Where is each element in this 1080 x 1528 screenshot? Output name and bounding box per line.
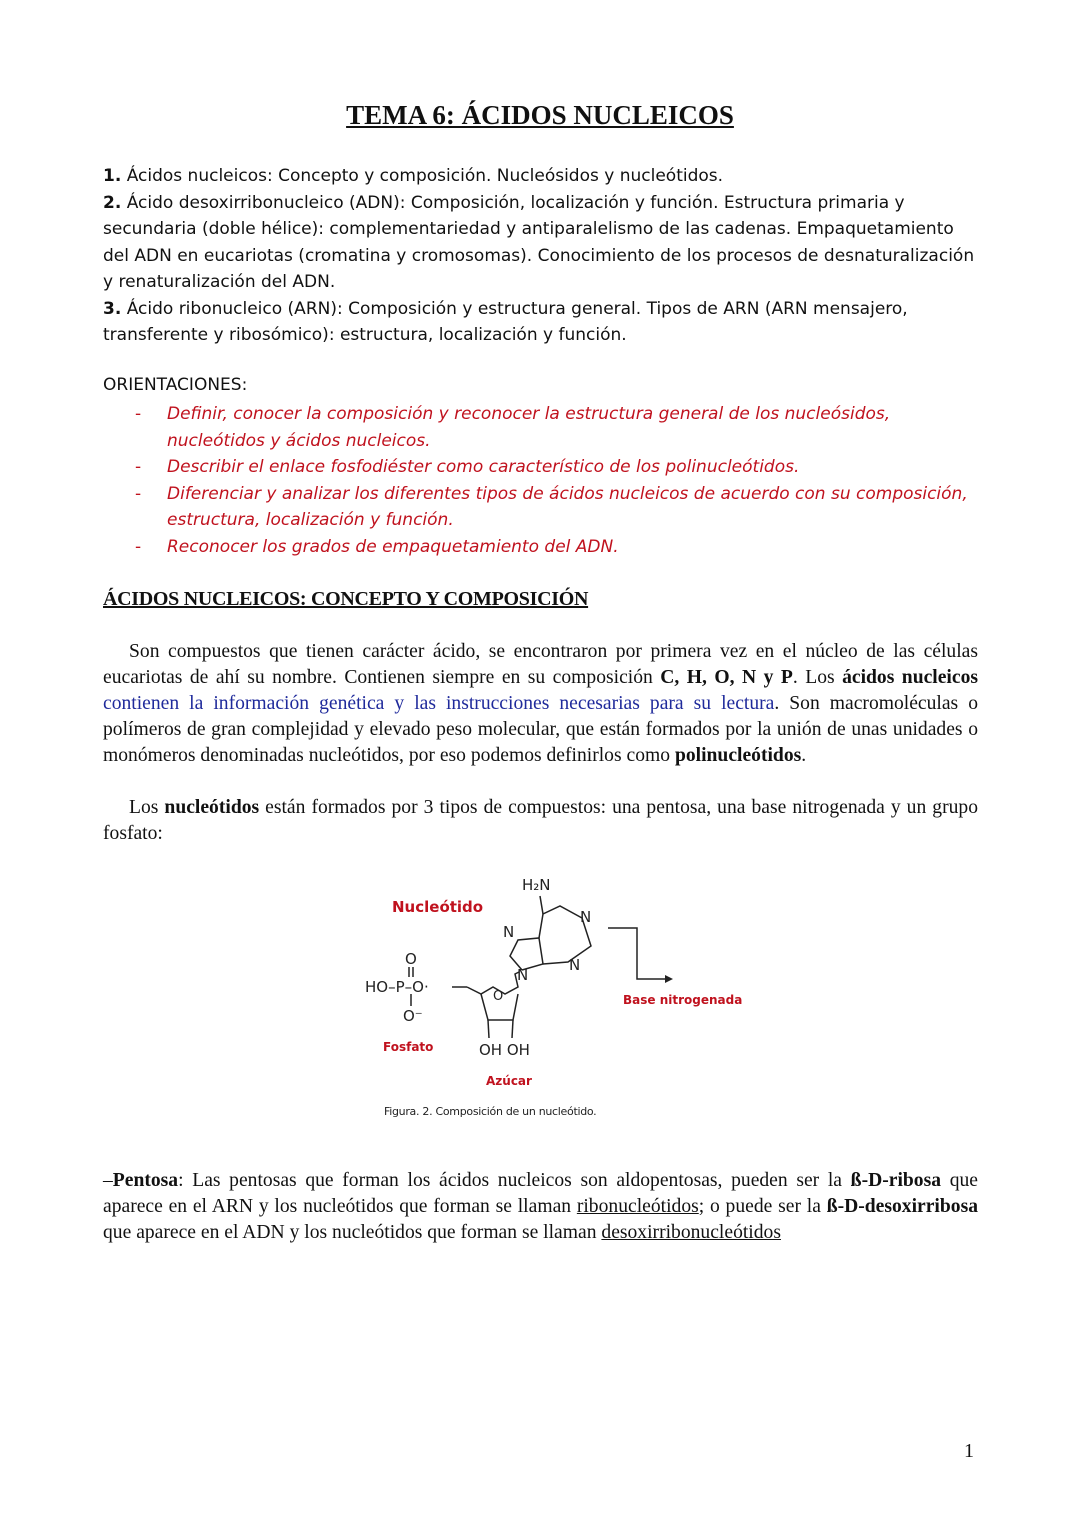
- pentosa-bold: Pentosa: [112, 1170, 179, 1191]
- syllabus-item-text: Ácidos nucleicos: Concepto y composición. Nucleósidos y nucleótidos.: [121, 166, 724, 186]
- syllabus-item-number: 2.: [103, 192, 122, 213]
- label-azucar: Azúcar: [486, 1074, 532, 1086]
- orientacion-item: [103, 481, 983, 534]
- text-run: Son compuestos que tienen carácter ácido, se encontraron por primera vez en el núcleo de las células eucariotas de ahí su nombre. Contienen siempre en su composición: [103, 641, 978, 688]
- atom-o-minus: O⁻: [403, 1007, 423, 1025]
- text-run: que aparece en el ADN y los nucleótidos que forman se llaman: [103, 1222, 602, 1243]
- text-run: que aparece en el ARN y los nucleótidos que forman se llaman: [103, 1170, 978, 1217]
- ribosa-bold: ß-D-ribosa: [850, 1170, 942, 1191]
- nucleotide-diagram: [355, 866, 755, 1086]
- orientacion-item: [103, 534, 983, 561]
- page-number: 1: [964, 1440, 974, 1462]
- polinucleotidos-bold: polinucleótidos: [674, 745, 802, 766]
- elements-bold: C, H, O, N y P: [660, 667, 793, 688]
- orientaciones-title: ORIENTACIONES:: [103, 375, 248, 395]
- atom-n-1: N: [580, 908, 592, 926]
- bond: [540, 896, 543, 914]
- atom-h2n: H₂N: [522, 876, 551, 894]
- syllabus-item-text: Ácido ribonucleico (ARN): Composición y estructura general. Tipos de ARN (ARN mensajero, transferente y ribosómico): estructura, localización y función.: [103, 298, 908, 345]
- dash-bullet: -: [135, 404, 142, 424]
- bond: [488, 1020, 489, 1038]
- syllabus-item-3: [103, 296, 983, 349]
- syllabus-item-number: 3.: [103, 298, 122, 319]
- arrow-head-icon: [665, 975, 673, 983]
- ribonucleotidos-underlined: ribonucleótidos: [576, 1196, 699, 1217]
- text-run: –: [103, 1170, 113, 1191]
- atom-n-3: N: [569, 956, 581, 974]
- orientacion-item: [103, 401, 983, 454]
- paragraph-concepto: [103, 639, 978, 769]
- text-run: . Son macromoléculas o polímeros de gran complejidad y elevado peso molecular, que están formados por la unión de unas unidades o monómeros denominadas nucleótidos, por eso podemos definirlos como: [103, 693, 978, 766]
- text-run: : Las pentosas que forman los ácidos nucleicos son aldopentosas, pueden ser la: [178, 1170, 851, 1191]
- syllabus-item-number: 1.: [103, 166, 122, 186]
- atom-o-ring: O: [493, 989, 504, 1004]
- acidos-nucleicos-bold: ácidos nucleicos: [842, 667, 978, 688]
- text-run: .: [801, 745, 807, 766]
- blue-highlight-text: contienen la información genética y las instrucciones necesarias para su lectura: [103, 693, 775, 714]
- orientacion-text: Describir el enlace fosfodiéster como característico de los polinucleótidos.: [167, 457, 800, 477]
- atom-n-4: N: [517, 966, 529, 984]
- dash-bullet: -: [135, 536, 142, 557]
- orientacion-text: Definir, conocer la composición y reconocer la estructura general de los nucleósidos, nucleótidos y ácidos nucleicos.: [167, 404, 891, 451]
- label-base-nitrogenada: Base nitrogenada: [623, 993, 743, 1007]
- text-run: ; o puede ser la: [698, 1196, 827, 1217]
- diagram-bonds: [409, 896, 665, 1038]
- label-fosfato: Fosfato: [383, 1040, 434, 1054]
- text-run: Los: [129, 797, 165, 818]
- desoxirribosa-bold: ß-D-desoxirribosa: [826, 1196, 978, 1217]
- syllabus-item-text: Ácido desoxirribonucleico (ADN): Composición, localización y función. Estructura primaria y secundaria (doble hélice): complementariedad y antiparalelismo de las cadenas. Empaquetamiento del ADN en eucariotas (cromatina y cromosomas). Conocimiento de los procesos de desnaturalización y renaturalización del ADN.: [103, 192, 975, 292]
- figure-caption: Figura. 2. Composición de un nucleótido.: [384, 1105, 597, 1118]
- dash-bullet: -: [135, 483, 142, 504]
- label-nucleotido: Nucleótido: [392, 898, 484, 916]
- atom-o-top: O: [405, 950, 417, 968]
- orientacion-text: Diferenciar y analizar los diferentes tipos de ácidos nucleicos de acuerdo con su composición, estructura, localización y función.: [167, 483, 968, 530]
- paragraph-pentosa: [103, 1168, 978, 1246]
- atom-n-2: N: [503, 923, 515, 941]
- page-title: TEMA 6: ÁCIDOS NUCLEICOS: [346, 100, 734, 130]
- text-run: . Los: [792, 667, 843, 688]
- syllabus-item-1: [103, 163, 983, 190]
- text-run: están formados por 3 tipos de compuestos: una pentosa, una base nitrogenada y un grupo fosfato:: [103, 797, 978, 844]
- syllabus-item-2: [103, 190, 983, 296]
- orientaciones-list: [103, 401, 983, 560]
- arrow-line: [608, 928, 665, 979]
- nucleotidos-bold: nucleótidos: [164, 797, 260, 818]
- section-heading: ÁCIDOS NUCLEICOS: CONCEPTO Y COMPOSICIÓN: [103, 588, 589, 610]
- atom-ho-p-o: HO–P–O·: [365, 978, 429, 996]
- syllabus-list: [103, 163, 983, 349]
- atom-ohoh: OH OH: [479, 1041, 530, 1059]
- orientacion-item: [103, 454, 983, 481]
- dash-bullet: -: [135, 457, 142, 477]
- bond: [512, 1020, 513, 1038]
- orientacion-text: Reconocer los grados de empaquetamiento del ADN.: [167, 536, 619, 557]
- paragraph-nucleotidos: [103, 795, 978, 847]
- desoxirribonucleotidos-underlined: desoxirribonucleótidos: [601, 1222, 781, 1243]
